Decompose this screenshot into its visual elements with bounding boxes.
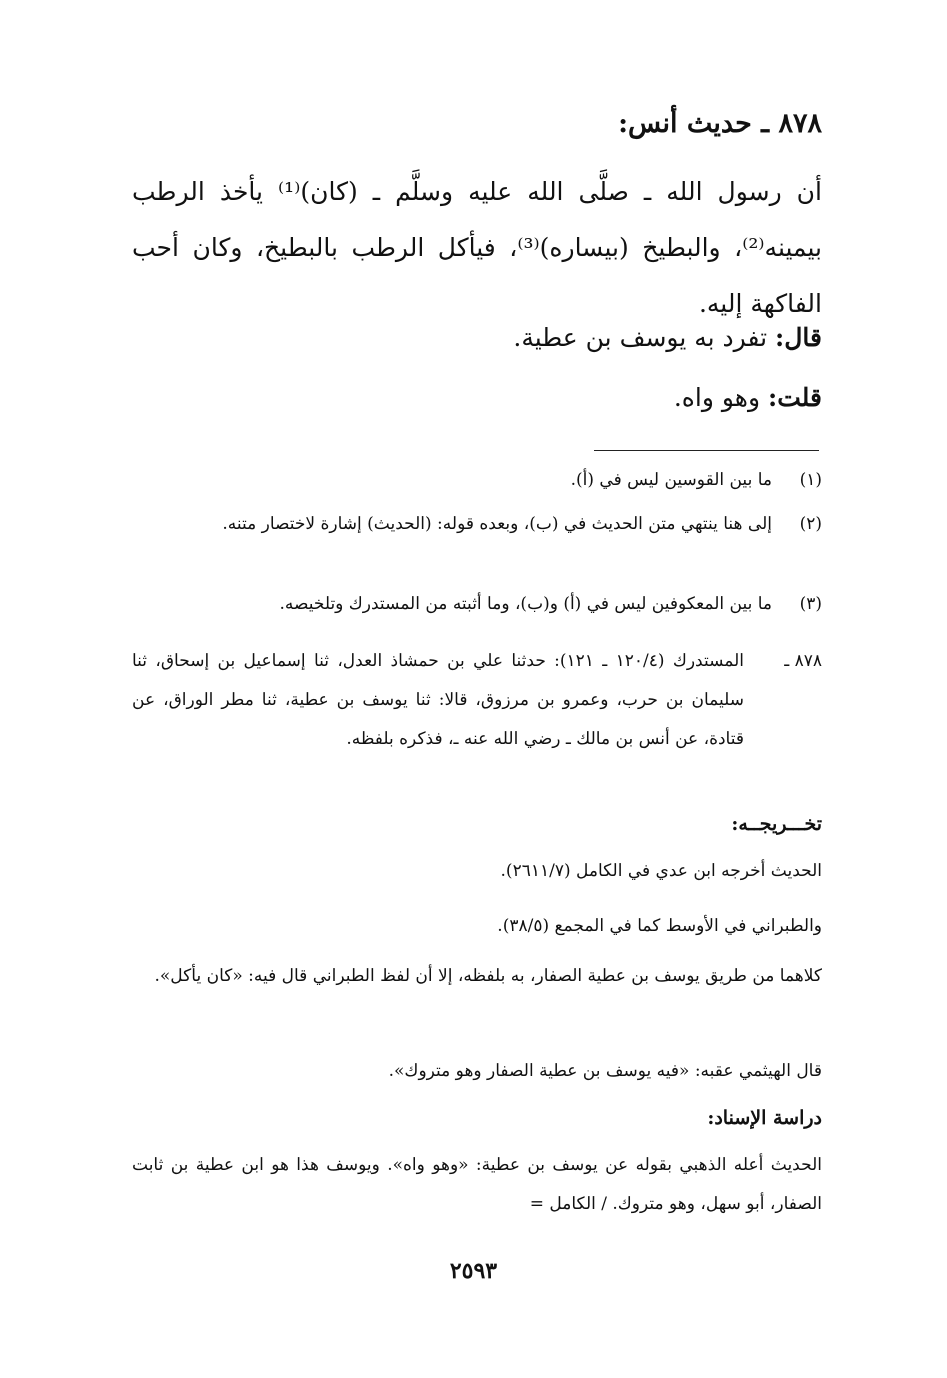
isnad-title: دراسة الإسناد:: [707, 1107, 822, 1129]
footnote: [132, 506, 822, 542]
source-note: [132, 642, 822, 759]
source-note-number: ٨٧٨ ـ: [784, 651, 822, 671]
takhrij-paragraph: كلاهما من طريق يوسف بن عطية الصفار، به بلفظه، إلا أن لفظ الطبراني قال فيه: «كان يأكل».: [154, 966, 822, 986]
qala-text: تفرد به يوسف بن عطية.: [513, 323, 768, 352]
qala-label: قال:: [775, 323, 822, 352]
footnote-text: إلى هنا ينتهي متن الحديث في (ب)، وبعده قوله: (الحديث) إشارة لاختصار متنه.: [222, 514, 772, 534]
footnote: [132, 462, 822, 498]
hadith-text: أن رسول الله ـ صلَّى الله عليه وسلَّم ـ (كان)⁽¹⁾ يأخذ الرطب بيمينه⁽²⁾، والبطيخ (بيساره)⁽³⁾، فيأكل الرطب بالبطيخ، وكان أحب الفاكهة إليه.: [132, 177, 822, 318]
footnote-text: ما بين المعكوفين ليس في (أ) و(ب)، وما أثبته من المستدرك وتلخيصه.: [279, 594, 772, 614]
takhrij-paragraph: قال الهيثمي عقبه: «فيه يوسف بن عطية الصفار وهو متروك».: [388, 1061, 822, 1081]
qala-line: [513, 318, 822, 358]
qult-text: وهو واه.: [673, 383, 761, 412]
footnote-text: ما بين القوسين ليس في (أ).: [570, 470, 772, 490]
qult-label: قلت:: [767, 383, 822, 412]
source-note-text: المستدرك (١٢٠/٤ ـ ١٢١): حدثنا علي بن حمشاذ العدل، ثنا إسماعيل بن إسحاق، ثنا سليمان بن حرب، وعمرو بن مرزوق، قالا: ثنا يوسف بن عطية، ثنا مطر الوراق، عن قتادة، عن أنس بن مالك ـ رضي الله عنه ـ، فذكره بلفظه.: [132, 651, 744, 749]
footnote: [132, 586, 822, 622]
footnote-number: (٣): [799, 594, 822, 614]
takhrij-title: تخـــريجــه:: [731, 813, 822, 835]
qult-line: [674, 378, 822, 418]
hadith-heading: ٨٧٨ ـ حديث أنس:: [618, 108, 822, 139]
takhrij-paragraph: الحديث أخرجه ابن عدي في الكامل (٢٦١١/٧).: [500, 861, 822, 881]
footnote-number: (٢): [799, 514, 822, 534]
isnad-text: الحديث أعله الذهبي بقوله عن يوسف بن عطية: «وهو واه». ويوسف هذا هو ابن عطية بن ثابت الصفار، أبو سهل، وهو متروك. / الكامل =: [132, 1155, 822, 1214]
takhrij-paragraph: والطبراني في الأوسط كما في المجمع (٣٨/٥).: [497, 916, 822, 936]
footnote-divider: [594, 450, 819, 451]
page-number: ٢٥٩٣: [449, 1258, 498, 1284]
footnote-number: (١): [799, 470, 822, 490]
